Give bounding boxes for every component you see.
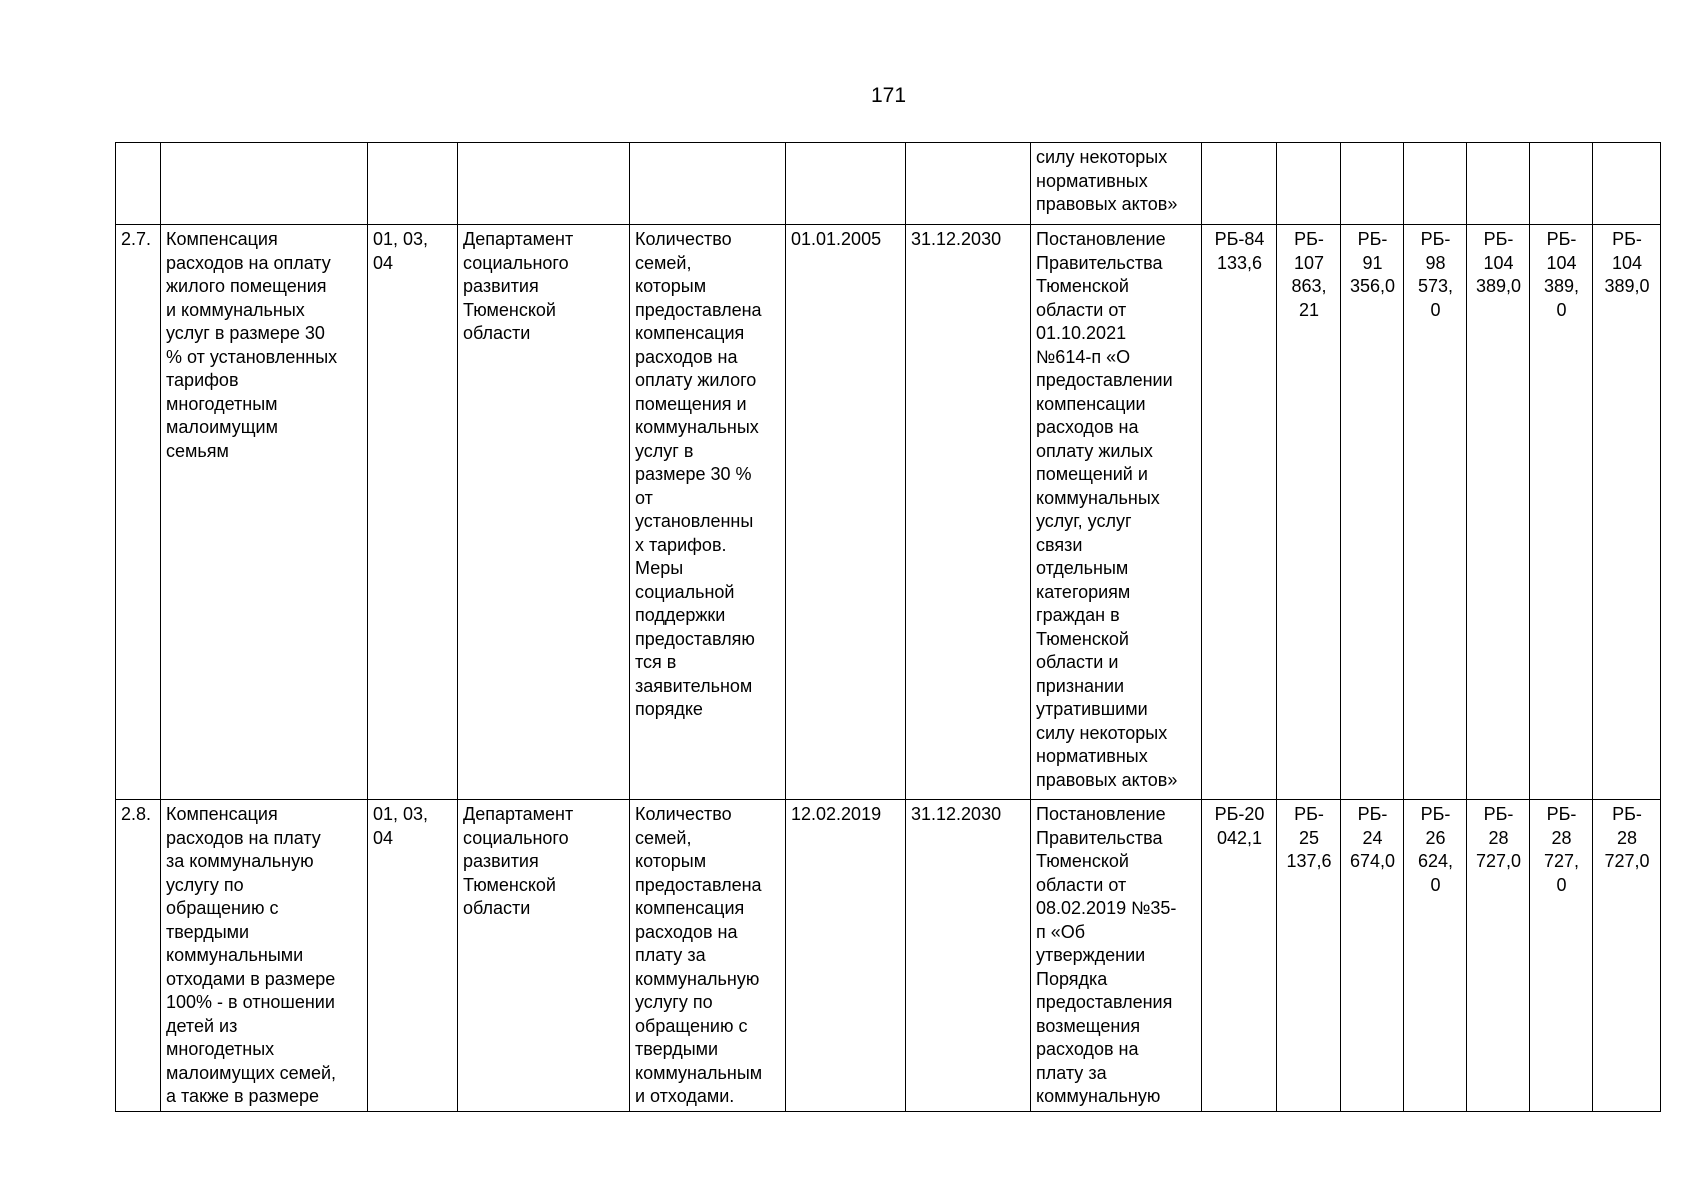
- funding-value: [1530, 143, 1593, 225]
- legal-act: силу некоторых нормативных правовых актов»: [1031, 143, 1202, 225]
- funding-value: [1467, 143, 1530, 225]
- page-number: 171: [870, 84, 907, 107]
- funding-value: РБ- 104 389, 0: [1530, 225, 1593, 800]
- table-row: [116, 225, 1661, 800]
- start-date: 01.01.2005: [786, 225, 906, 800]
- funding-value: РБ- 28 727,0: [1467, 800, 1530, 1112]
- executor: Департамент социального развития Тюменской области: [458, 225, 630, 800]
- end-date: [906, 143, 1031, 225]
- indicator: Количество семей, которым предоставлена компенсация расходов на оплату жилого помещения и коммунальных услуг в размере 30 % от установленны х тарифов. Меры социальной поддержки предоставляю тся в заявительном порядке: [630, 225, 786, 800]
- funding-value: РБ- 98 573, 0: [1404, 225, 1467, 800]
- funding-value: [1593, 143, 1661, 225]
- end-date: 31.12.2030: [906, 800, 1031, 1112]
- funding-value: РБ- 91 356,0: [1341, 225, 1404, 800]
- codes: 01, 03, 04: [368, 225, 458, 800]
- funding-value: РБ- 25 137,6: [1277, 800, 1341, 1112]
- legal-act: Постановление Правительства Тюменской области от 01.10.2021 №614-п «О предоставлении компенсации расходов на оплату жилых помещений и коммунальных услуг, услуг связи отдельным категориям граждан в Тюменской области и признании утратившими силу некоторых нормативных правовых актов»: [1031, 225, 1202, 800]
- indicator: Количество семей, которым предоставлена компенсация расходов на плату за коммунальную услугу по обращению с твердыми коммунальным и отходами.: [630, 800, 786, 1112]
- start-date: 12.02.2019: [786, 800, 906, 1112]
- funding-value: [1341, 143, 1404, 225]
- measure-name: Компенсация расходов на плату за коммунальную услугу по обращению с твердыми коммунальными отходами в размере 100% - в отношении детей из многодетных малоимущих семей, а также в размере: [161, 800, 368, 1112]
- funding-value: [1277, 143, 1341, 225]
- funding-value: РБ- 104 389,0: [1467, 225, 1530, 800]
- executor: Департамент социального развития Тюменской области: [458, 800, 630, 1112]
- funding-value: РБ- 104 389,0: [1593, 225, 1661, 800]
- funding-value: РБ-84 133,6: [1202, 225, 1277, 800]
- end-date: 31.12.2030: [906, 225, 1031, 800]
- codes: 01, 03, 04: [368, 800, 458, 1112]
- program-table: [115, 142, 1661, 1112]
- executor: [458, 143, 630, 225]
- funding-value: РБ- 26 624, 0: [1404, 800, 1467, 1112]
- funding-value: РБ- 24 674,0: [1341, 800, 1404, 1112]
- row-number: 2.7.: [116, 225, 161, 800]
- measure-name: Компенсация расходов на оплату жилого помещения и коммунальных услуг в размере 30 % от установленных тарифов многодетным малоимущим семьям: [161, 225, 368, 800]
- row-number: 2.8.: [116, 800, 161, 1112]
- funding-value: РБ- 28 727,0: [1593, 800, 1661, 1112]
- funding-value: РБ-20 042,1: [1202, 800, 1277, 1112]
- funding-value: [1404, 143, 1467, 225]
- funding-value: [1202, 143, 1277, 225]
- row-number: [116, 143, 161, 225]
- measure-name: [161, 143, 368, 225]
- funding-value: РБ- 28 727, 0: [1530, 800, 1593, 1112]
- codes: [368, 143, 458, 225]
- funding-value: РБ- 107 863, 21: [1277, 225, 1341, 800]
- start-date: [786, 143, 906, 225]
- table-row: [116, 800, 1661, 1112]
- legal-act: Постановление Правительства Тюменской области от 08.02.2019 №35- п «Об утверждении Порядка предоставления возмещения расходов на плату за коммунальную: [1031, 800, 1202, 1112]
- indicator: [630, 143, 786, 225]
- table-row: [116, 143, 1661, 225]
